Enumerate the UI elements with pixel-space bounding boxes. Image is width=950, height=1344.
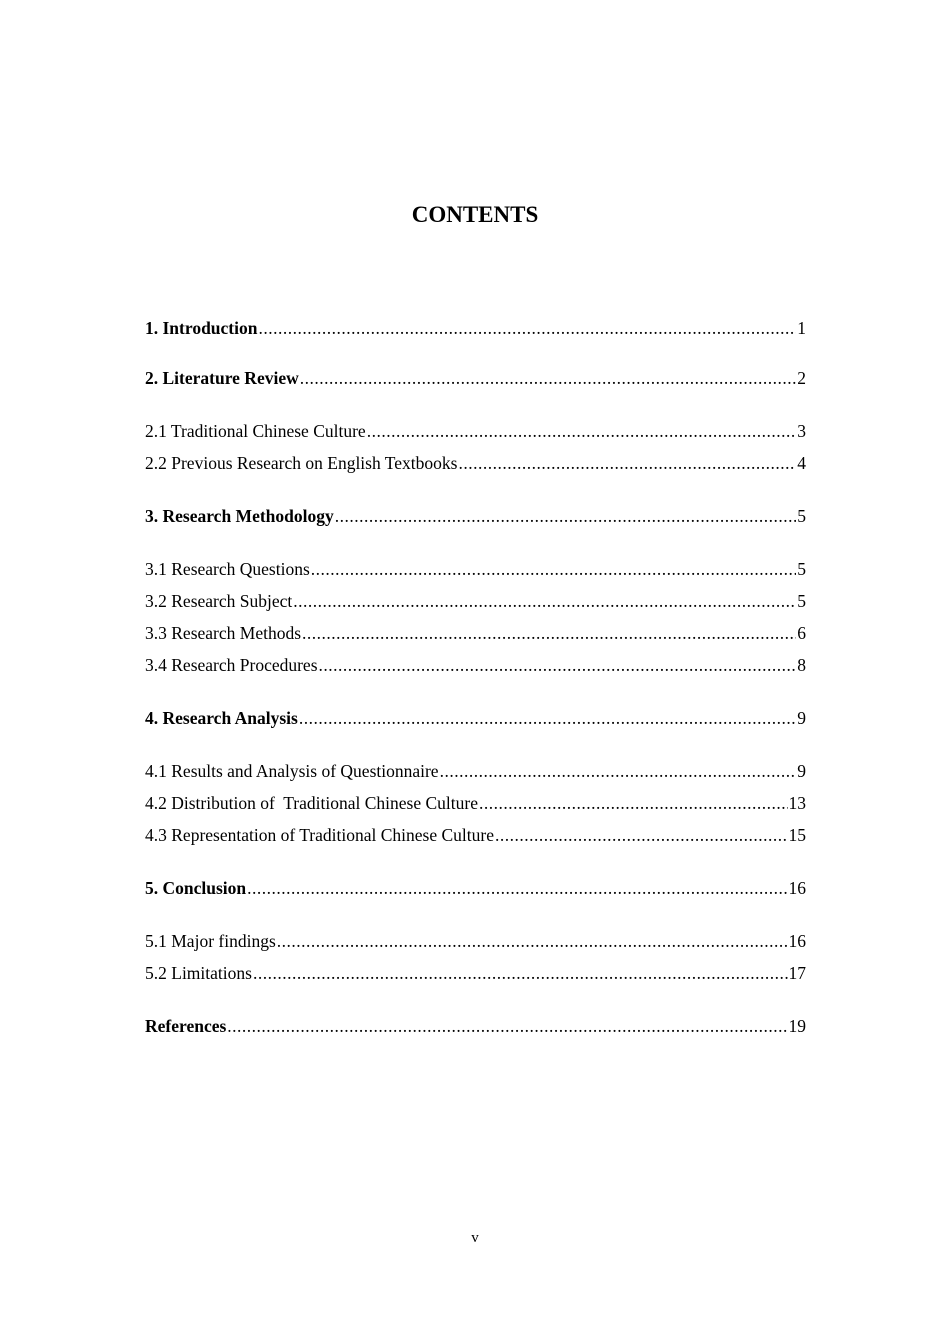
- toc-entry-label: 4.3 Representation of Traditional Chinese Culture: [145, 825, 494, 845]
- dot-leader: [247, 872, 787, 904]
- toc-entry-label: 1. Introduction: [145, 318, 258, 338]
- dot-leader: [495, 819, 788, 851]
- toc-entry-label: References: [145, 1016, 227, 1036]
- toc-entry-label: 4. Research Analysis: [145, 708, 298, 728]
- toc-entry-page: 1: [797, 318, 806, 338]
- toc-entry-page: 2: [797, 368, 806, 388]
- dot-leader: [367, 415, 797, 447]
- dot-leader: [440, 755, 797, 787]
- toc-entry-page: 13: [788, 793, 806, 813]
- toc-entry-4-3[interactable]: [145, 819, 806, 851]
- toc-entry-label: 5.2 Limitations: [145, 963, 252, 983]
- dot-leader: [302, 617, 796, 649]
- toc-entry-2-1[interactable]: [145, 415, 806, 447]
- dot-leader: [335, 500, 797, 532]
- toc-entry-literature-review[interactable]: [145, 362, 806, 394]
- toc-entry-page: 15: [788, 825, 806, 845]
- toc-entry-page: 3: [797, 421, 806, 441]
- toc-entry-page: 9: [797, 708, 806, 728]
- toc-entry-label: 3.1 Research Questions: [145, 559, 310, 579]
- toc-entry-page: 5: [797, 559, 806, 579]
- toc-entry-4-1[interactable]: [145, 755, 806, 787]
- dot-leader: [253, 957, 788, 989]
- toc-entry-label: 2.1 Traditional Chinese Culture: [145, 421, 366, 441]
- toc-entry-page: 6: [797, 623, 806, 643]
- toc-entry-page: 9: [797, 761, 806, 781]
- toc-entry-label: 3.2 Research Subject: [145, 591, 293, 611]
- footer-page-number: v: [471, 1230, 479, 1246]
- toc-entry-page: 8: [797, 655, 806, 675]
- toc-entry-label: 5. Conclusion: [145, 878, 247, 898]
- toc-entry-page: 17: [788, 963, 806, 983]
- dot-leader: [300, 362, 797, 394]
- toc-entry-page: 5: [797, 506, 806, 526]
- toc-entry-page: 16: [788, 878, 806, 898]
- dot-leader: [227, 1010, 787, 1042]
- toc-entry-page: 19: [788, 1016, 806, 1036]
- toc-entry-4-2[interactable]: [145, 787, 806, 819]
- toc-entry-label: 4.2 Distribution of Traditional Chinese Culture: [145, 793, 478, 813]
- dot-leader: [258, 312, 796, 344]
- toc-entry-introduction[interactable]: [145, 312, 806, 344]
- dot-leader: [479, 787, 788, 819]
- page-title: CONTENTS: [411, 202, 539, 227]
- table-of-contents: [145, 312, 806, 1042]
- toc-entry-3-2[interactable]: [145, 585, 806, 617]
- toc-entry-label: 3. Research Methodology: [145, 506, 334, 526]
- toc-entry-page: 4: [797, 453, 806, 473]
- toc-entry-label: 5.1 Major findings: [145, 931, 276, 951]
- dot-leader: [458, 447, 796, 479]
- toc-entry-3-1[interactable]: [145, 553, 806, 585]
- dot-leader: [311, 553, 796, 585]
- dot-leader: [299, 702, 796, 734]
- toc-entry-label: 4.1 Results and Analysis of Questionnaire: [145, 761, 439, 781]
- toc-entry-3-3[interactable]: [145, 617, 806, 649]
- toc-entry-page: 16: [788, 931, 806, 951]
- toc-entry-5-2[interactable]: [145, 957, 806, 989]
- dot-leader: [277, 925, 788, 957]
- toc-entry-page: 5: [797, 591, 806, 611]
- toc-entry-label: 2. Literature Review: [145, 368, 299, 388]
- toc-entry-label: 3.3 Research Methods: [145, 623, 302, 643]
- dot-leader: [319, 649, 797, 681]
- dot-leader: [293, 585, 796, 617]
- toc-entry-label: 3.4 Research Procedures: [145, 655, 318, 675]
- toc-entry-3-4[interactable]: [145, 649, 806, 681]
- toc-entry-references[interactable]: [145, 1010, 806, 1042]
- toc-entry-2-2[interactable]: [145, 447, 806, 479]
- toc-entry-research-methodology[interactable]: [145, 500, 806, 532]
- toc-entry-conclusion[interactable]: [145, 872, 806, 904]
- toc-entry-research-analysis[interactable]: [145, 702, 806, 734]
- toc-entry-5-1[interactable]: [145, 925, 806, 957]
- toc-entry-label: 2.2 Previous Research on English Textbooks: [145, 453, 458, 473]
